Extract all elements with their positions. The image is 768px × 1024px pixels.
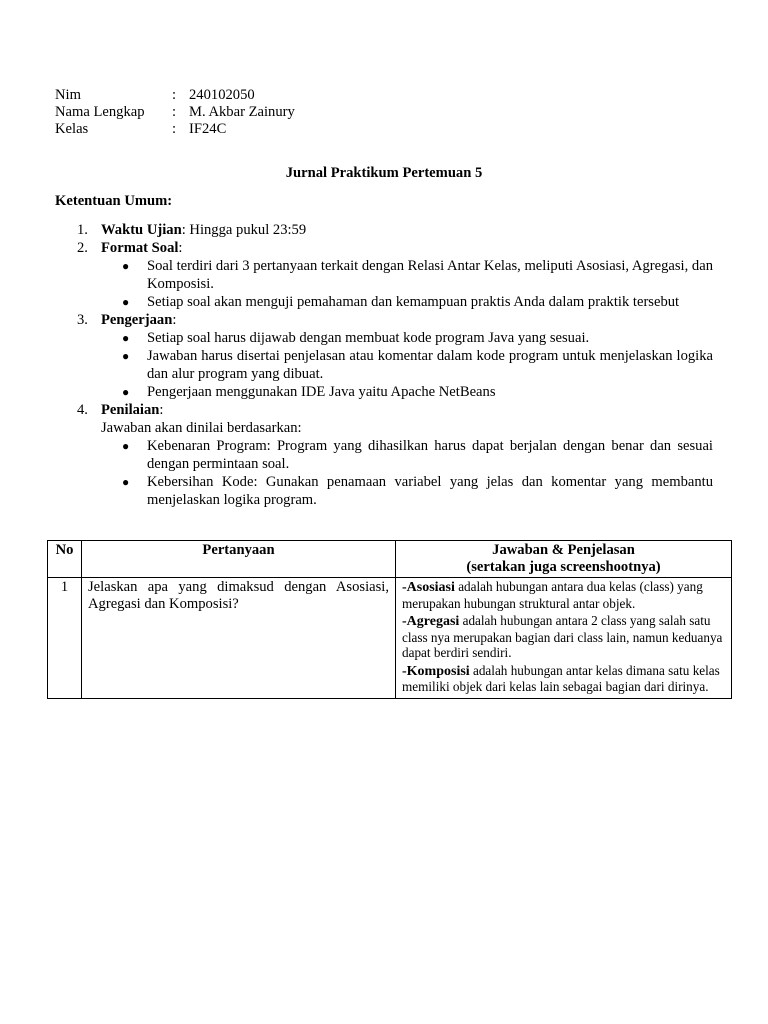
bullet-list — [101, 257, 713, 311]
answer-text: adalah hubungan antara 2 class yang salah satu class nya merupakan bagian dari class lain, namun keduanya dapat berdiri sendiri. — [402, 613, 723, 660]
rule-text: : Hingga pukul 23:59 — [181, 222, 307, 238]
identity-separator: : — [172, 104, 177, 120]
identity-value: IF24C — [189, 121, 227, 137]
rule-item — [55, 239, 713, 311]
answer-paragraph — [402, 663, 725, 695]
bullet-item — [101, 473, 713, 509]
bullet-list — [101, 437, 713, 509]
bullet-text: Soal terdiri dari 3 pertanyaan terkait dengan Relasi Antar Kelas, meliputi Asosiasi, Agregasi, dan Komposisi. — [147, 258, 713, 292]
header-answer-title: Jawaban & Penjelasan — [492, 542, 635, 558]
rule-number: 1. — [77, 222, 88, 238]
rule-text: : — [159, 402, 164, 418]
header-no: No — [48, 541, 82, 578]
bullet-icon: ● — [122, 331, 130, 345]
identity-value: M. Akbar Zainury — [189, 104, 295, 120]
rule-text: : — [178, 240, 183, 256]
rules-list — [55, 221, 713, 509]
answer-text: adalah hubungan antara dua kelas (class) yang merupakan hubungan struktural antar objek. — [402, 579, 703, 611]
identity-label: Nim — [55, 87, 81, 103]
bullet-item — [101, 347, 713, 383]
rule-heading: Penilaian — [101, 402, 160, 418]
answer-term: -Asosiasi — [402, 580, 455, 595]
rule-item — [55, 311, 713, 401]
bullet-item — [101, 257, 713, 293]
bullet-text: Kebersihan Kode: Gunakan penamaan variabel yang jelas dan komentar yang membantu menjelaskan logika program. — [147, 474, 713, 508]
table-row — [48, 578, 732, 699]
identity-label: Nama Lengkap — [55, 104, 145, 120]
bullet-icon: ● — [122, 259, 130, 273]
section-title: Ketentuan Umum: — [55, 193, 173, 209]
identity-block — [55, 87, 295, 138]
answer-text: adalah hubungan antar kelas dimana satu kelas memiliki objek dari kelas lain sebagai bagian dari dirinya. — [402, 662, 720, 694]
identity-value: 240102050 — [189, 87, 255, 103]
bullet-icon: ● — [122, 385, 130, 399]
header-answer — [396, 541, 732, 578]
answer-term: -Komposisi — [402, 663, 470, 679]
rule-heading: Pengerjaan — [101, 312, 173, 328]
cell-no: 1 — [48, 578, 82, 699]
bullet-text: Setiap soal akan menguji pemahaman dan kemampuan praktis Anda dalam praktik tersebut — [147, 294, 680, 310]
table-header-row — [48, 541, 732, 578]
bullet-text: Jawaban harus disertai penjelasan atau komentar dalam kode program untuk menjelaskan logika dan alur program yang dibuat. — [147, 348, 713, 382]
identity-row-class — [55, 121, 295, 138]
question-table — [47, 540, 732, 699]
rule-heading: Format Soal — [101, 240, 179, 256]
rule-heading: Waktu Ujian — [101, 222, 182, 238]
bullet-list — [101, 329, 713, 401]
bullet-item — [101, 383, 713, 401]
answer-term: -Agregasi — [402, 614, 460, 629]
rule-item — [55, 401, 713, 509]
bullet-icon: ● — [122, 475, 130, 489]
rule-number: 4. — [77, 402, 88, 418]
rule-number: 2. — [77, 240, 88, 256]
cell-question: Jelaskan apa yang dimaksud dengan Asosiasi, Agregasi dan Komposisi? — [82, 578, 396, 699]
bullet-icon: ● — [122, 439, 130, 453]
identity-separator: : — [172, 121, 177, 137]
header-answer-note: (sertakan juga screenshootnya) — [466, 559, 661, 575]
bullet-item — [101, 329, 713, 347]
identity-row-name — [55, 104, 295, 121]
rule-number: 3. — [77, 312, 88, 328]
answer-paragraph — [402, 613, 725, 661]
rule-text: : — [172, 312, 177, 328]
bullet-icon: ● — [122, 349, 130, 363]
answer-paragraph — [402, 579, 725, 611]
rule-item — [55, 221, 713, 239]
bullet-icon: ● — [122, 295, 130, 309]
rule-intro: Jawaban akan dinilai berdasarkan: — [101, 420, 302, 436]
bullet-text: Kebenaran Program: Program yang dihasilkan harus dapat berjalan dengan benar dan sesuai dengan permintaan soal. — [147, 438, 713, 472]
document-title: Jurnal Praktikum Pertemuan 5 — [285, 165, 483, 181]
bullet-item — [101, 293, 713, 311]
bullet-text: Setiap soal harus dijawab dengan membuat kode program Java yang sesuai. — [147, 330, 590, 346]
bullet-text: Pengerjaan menggunakan IDE Java yaitu Apache NetBeans — [147, 384, 496, 400]
identity-separator: : — [172, 87, 177, 103]
header-question: Pertanyaan — [82, 541, 396, 578]
identity-row-nim — [55, 87, 295, 104]
cell-answer — [396, 578, 732, 699]
bullet-item — [101, 437, 713, 473]
identity-label: Kelas — [55, 121, 89, 137]
